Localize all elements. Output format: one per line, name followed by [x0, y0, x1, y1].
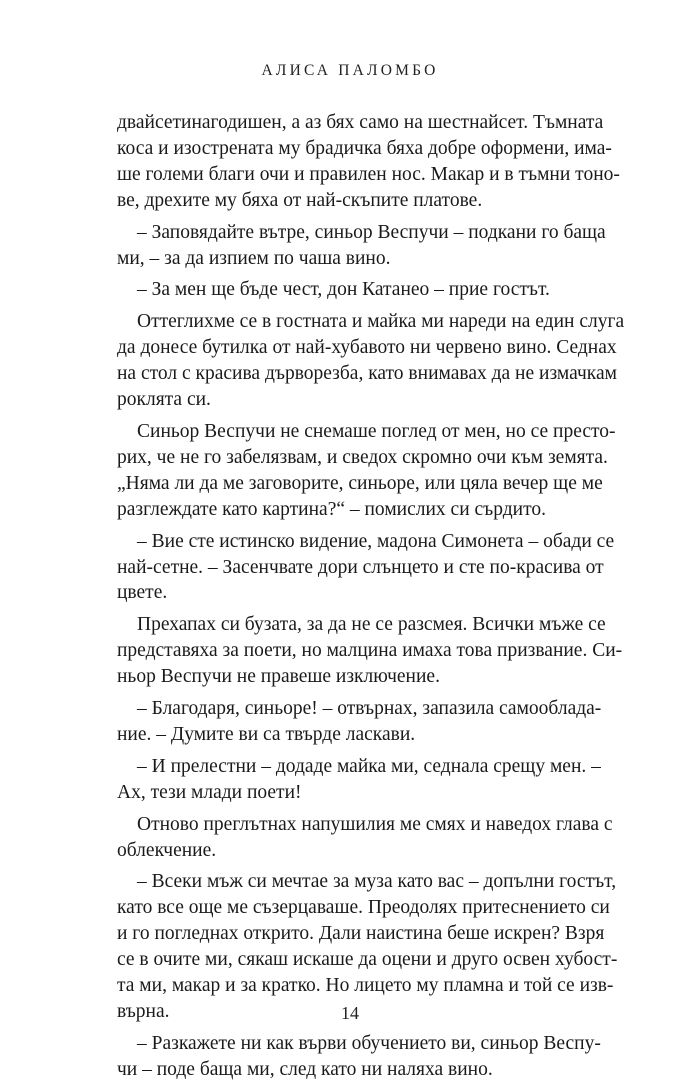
text-line: да донесе бутилка от най-хубавото ни червено вино. Седнах [117, 337, 617, 359]
text-line: коса и изострената му брадичка бяха добре оформени, има- [117, 137, 612, 159]
text-line: – Вие сте истинско видение, мадона Симонета – обади се [137, 530, 615, 552]
paragraph [117, 110, 620, 214]
text-line: та ми, макар и за кратко. Но лицето му пламна и той се изв- [117, 975, 614, 997]
text-line: и го погледнах открито. Дали наистина беше искрен? Взря [117, 923, 605, 945]
text-line: Оттеглихме се в гостната и майка ми нареди на един слуга [137, 311, 625, 333]
text-line: – Всеки мъж си мечтае за муза като вас – допълни гостът, [137, 871, 617, 893]
text-line: най-сетне. – Засенчвате дори слънцето и сте по-красива от [117, 556, 604, 578]
paragraph [117, 869, 618, 1024]
text-line: Синьор Веспучи не снемаше поглед от мен, но се престо- [137, 420, 616, 442]
paragraph [117, 277, 594, 303]
text-line: – И прелестни – додаде майка ми, седнала срещу мен. – [137, 755, 601, 777]
text-line: ние. – Думите ви са твърде ласкави. [117, 723, 416, 745]
paragraph [117, 812, 613, 864]
text-line: двайсетинагодишен, а аз бях само на шестнайсет. Тъмната [117, 112, 604, 133]
running-head: АЛИСА ПАЛОМБО [261, 62, 439, 79]
text-line: върна. [117, 1001, 170, 1022]
text-line: ше големи благи очи и правилен нос. Макар и в тъмни тоно- [117, 163, 620, 185]
text-line: Отново преглътнах напушилия ме смях и наведох глава с [137, 813, 613, 835]
text-line: – За мен ще бъде чест, дон Катанео – прие гостът. [137, 279, 550, 301]
text-line: Ах, тези млади поети! [117, 781, 302, 803]
text-line: се в очите ми, сякаш искаше да оцени и друго освен хубост- [117, 949, 618, 971]
paragraph [117, 1031, 601, 1083]
paragraph [117, 220, 606, 272]
page-number: 14 [341, 1003, 359, 1023]
text-line: – Заповядайте вътре, синьор Веспучи – подкани го баща [137, 221, 606, 243]
text-line: като все още ме съзерцаваше. Преодолях притеснението си [117, 897, 610, 919]
paragraph [117, 754, 601, 806]
text-line: на стол с красива дърворезба, като внимавах да не измачкам [117, 363, 617, 385]
body-text [117, 110, 625, 1089]
text-line: ньор Веспучи не правеше изключение. [117, 666, 440, 688]
paragraph [117, 612, 623, 690]
text-line: чи – поде баща ми, след като ни наляха вино. [117, 1058, 493, 1080]
text-line: разглеждате като картина?“ – помислих си сърдито. [117, 498, 546, 520]
text-line: облекчение. [117, 839, 217, 861]
text-line: – Разкажете ни как върви обучението ви, синьор Веспу- [137, 1032, 601, 1054]
text-line: цвете. [117, 582, 168, 604]
text-line: „Няма ли да ме заговорите, синьоре, или цяла вечер ще ме [117, 472, 603, 494]
text-line: роклята си. [117, 389, 211, 411]
paragraph [117, 309, 625, 413]
text-line: – Благодаря, синьоре! – отвърнах, запазила самооблада- [137, 698, 602, 720]
text-line: Прехапах си бузата, за да не се разсмея. Всички мъже се [137, 614, 606, 636]
text-line: представяха за поети, но малцина имаха това призвание. Си- [117, 640, 623, 662]
text-line: ми, – за да изпием по чаша вино. [117, 247, 391, 269]
text-line: ве, дрехите му бяха от най-скъпите платове. [117, 189, 483, 211]
text-line: рих, че не го забелязвам, и сведох скромно очи към земята. [117, 446, 608, 468]
paragraph [117, 529, 615, 607]
paragraph [117, 696, 602, 748]
paragraph [117, 419, 616, 523]
